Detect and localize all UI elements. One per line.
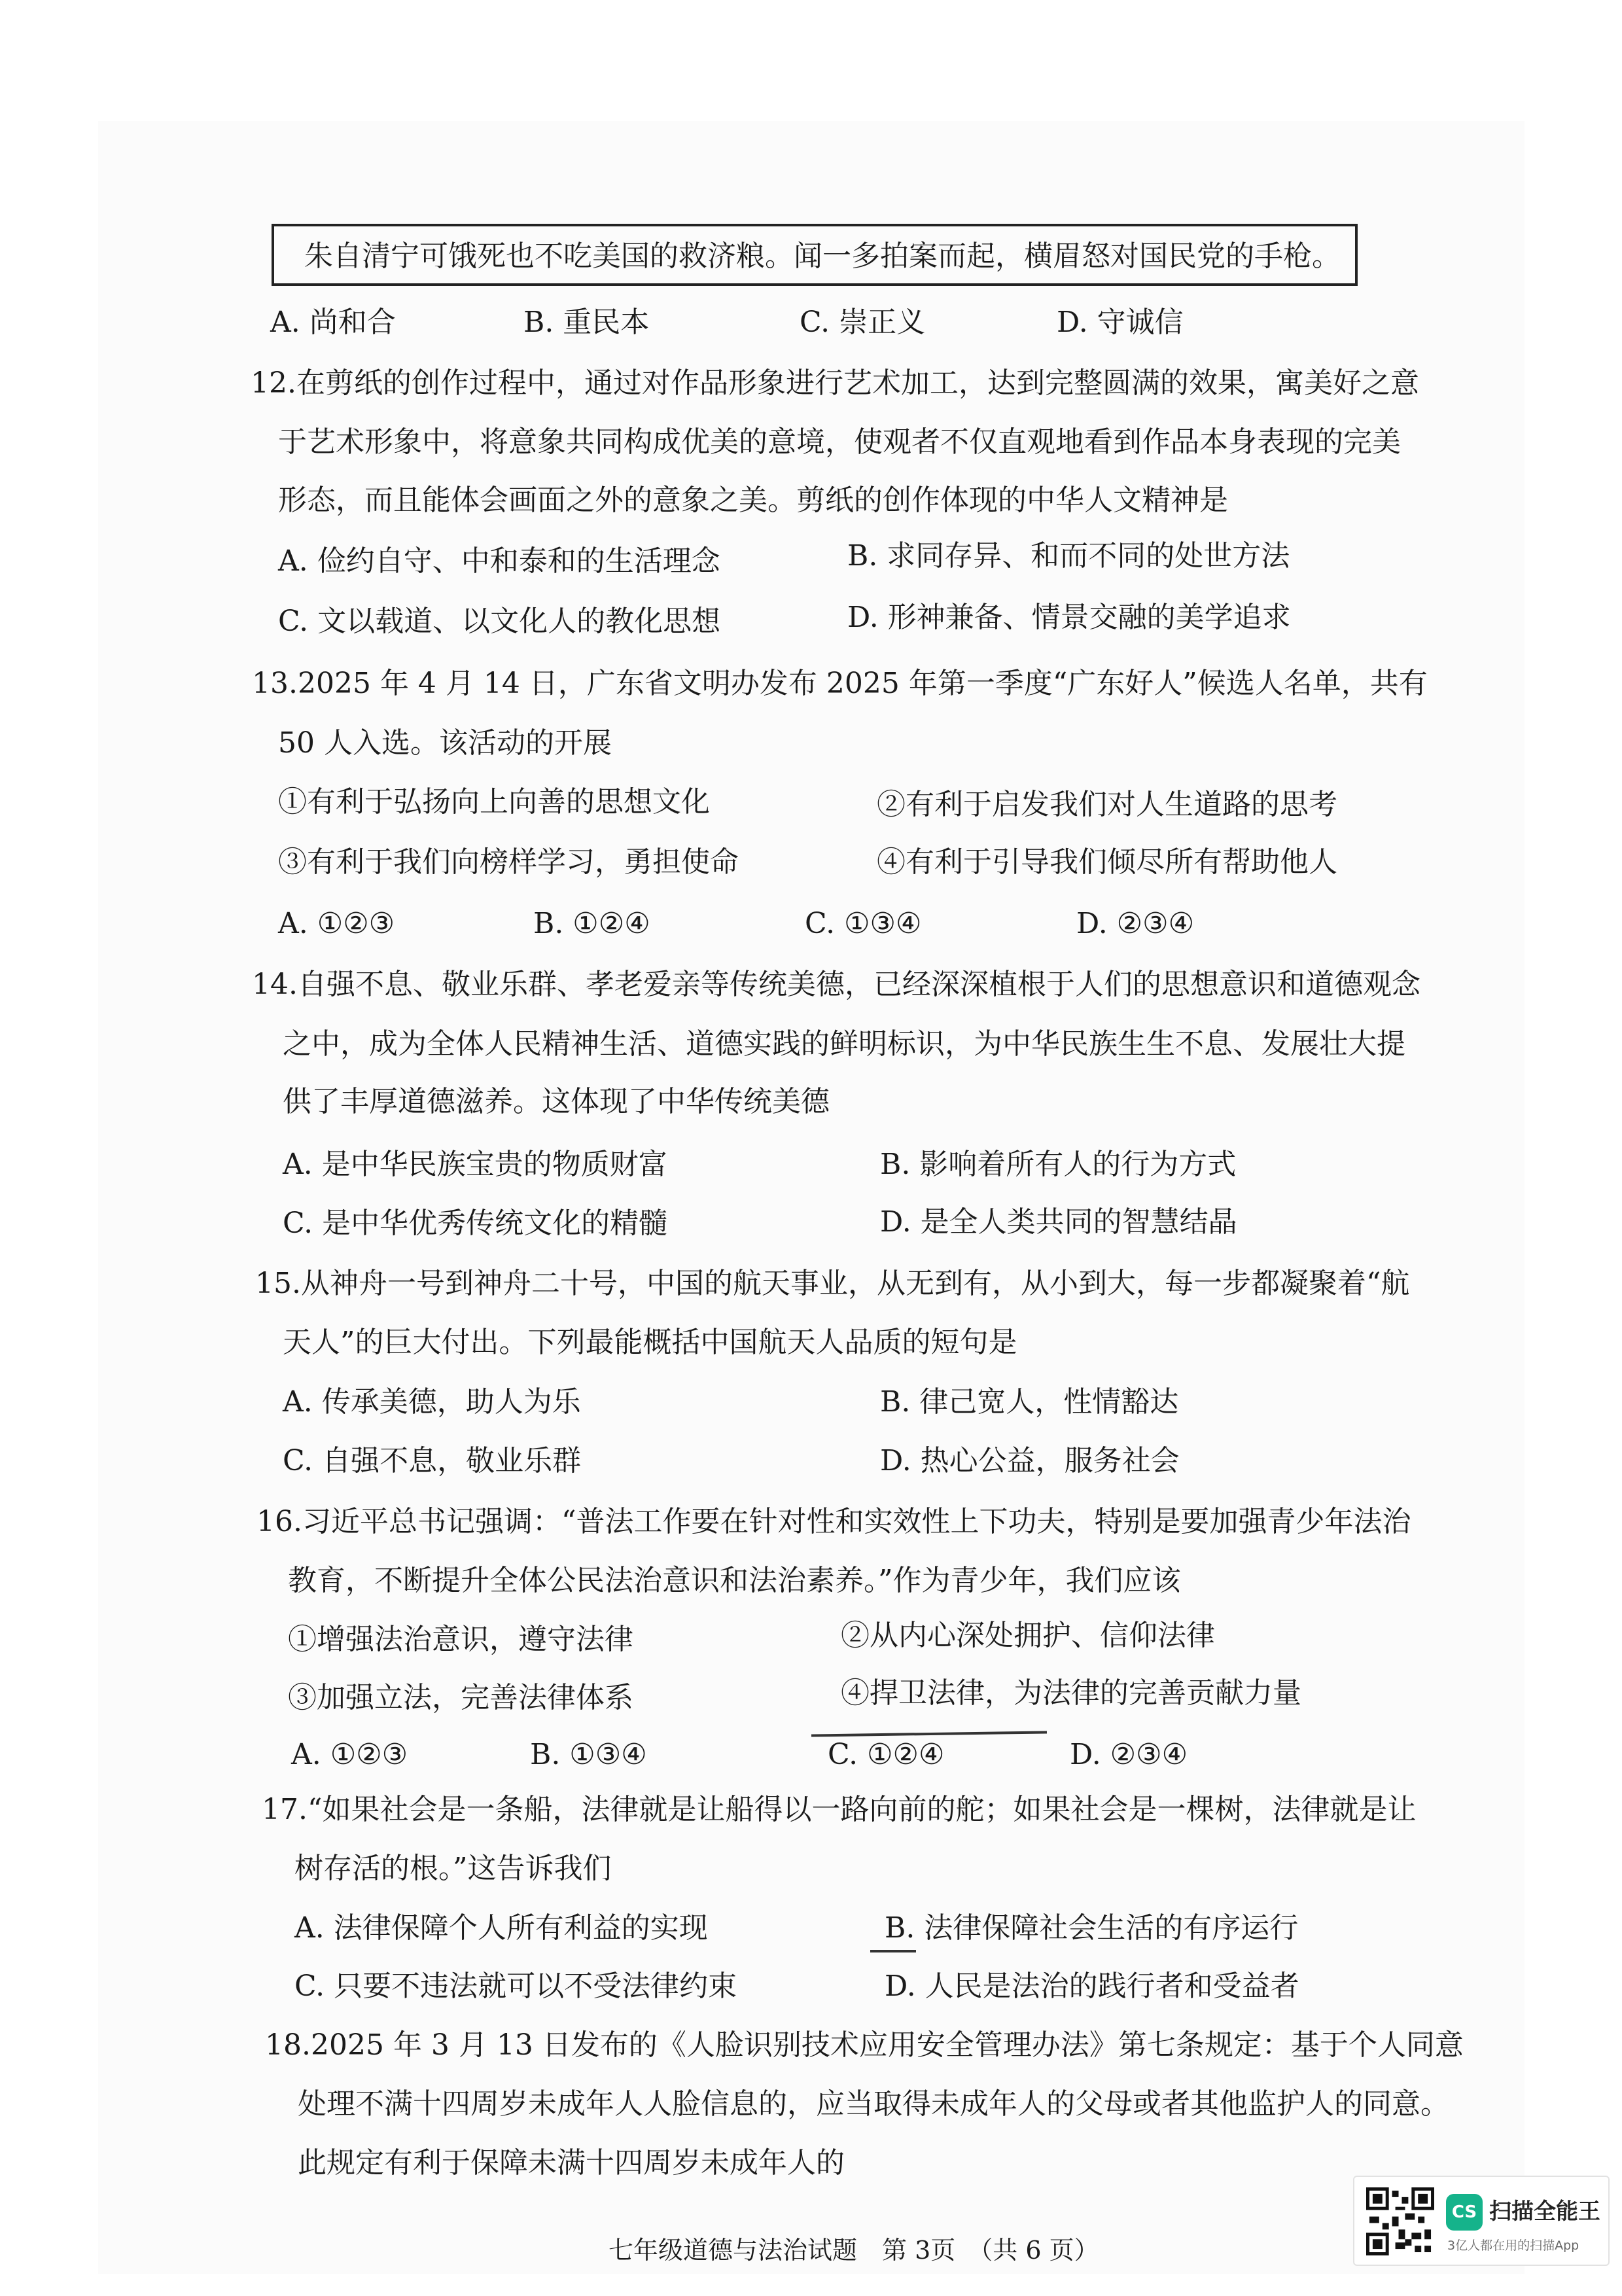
q13-option-d: D. ②③④: [1076, 907, 1195, 940]
q15-stem-line-2: 天人”的巨大付出。下列最能概括中国航天人品质的短句是: [283, 1326, 1017, 1359]
q16-statement-4: ④捍卫法律，为法律的完善贡献力量: [841, 1676, 1301, 1710]
q11-option-a: A. 尚和合: [270, 306, 396, 339]
q15-stem-line-1: 15.从神舟一号到神舟二十号，中国的航天事业，从无到有，从小到大，每一步都凝聚着“航: [255, 1267, 1410, 1300]
q16-stem-line-2: 教育，不断提升全体公民法治意识和法治素养。”作为青少年，我们应该: [288, 1564, 1181, 1597]
q13-statement-1: ①有利于弘扬向上向善的思想文化: [278, 785, 710, 819]
q14-stem-line-3: 供了丰厚道德滋养。这体现了中华传统美德: [283, 1085, 830, 1118]
q14-option-b: B. 影响着所有人的行为方式: [880, 1148, 1237, 1181]
q18-stem-line-3: 此规定有利于保障未满十四周岁未成年人的: [298, 2146, 845, 2180]
q13-stem-line-1: 13.2025 年 4 月 14 日，广东省文明办发布 2025 年第一季度“广东好人”候选人名单，共有: [252, 667, 1428, 700]
q17-option-a: A. 法律保障个人所有利益的实现: [294, 1911, 708, 1945]
q12-stem-line-3: 形态，而且能体会画面之外的意象之美。剪纸的创作体现的中华人文精神是: [278, 484, 1228, 517]
q17-stem-line-2: 树存活的根。”这告诉我们: [294, 1852, 612, 1885]
scanner-app-name: 扫描全能王: [1489, 2199, 1600, 2225]
q12-stem-line-2: 于艺术形象中，将意象共同构成优美的意境，使观者不仅直观地看到作品本身表现的完美: [278, 425, 1401, 459]
q13-option-b: B. ①②④: [533, 907, 650, 940]
q13-option-c: C. ①③④: [805, 907, 922, 940]
q16-statement-3: ③加强立法，完善法律体系: [288, 1681, 633, 1714]
quote-text: 朱自清宁可饿死也不吃美国的救济粮。闻一多拍案而起，横眉怒对国民党的手枪。: [304, 239, 1341, 273]
q15-option-b: B. 律己宽人，性情豁达: [880, 1385, 1179, 1419]
q12-stem-line-1: 12.在剪纸的创作过程中，通过对作品形象进行艺术加工，达到完整圆满的效果，寓美好之意: [251, 366, 1419, 400]
qr-code-icon: [1366, 2187, 1434, 2255]
q16-option-b: B. ①③④: [530, 1738, 647, 1771]
q16-statement-2: ②从内心深处拥护、信仰法律: [841, 1619, 1215, 1652]
q17-option-c: C. 只要不违法就可以不受法律约束: [294, 1969, 737, 2003]
q14-option-c: C. 是中华优秀传统文化的精髓: [283, 1207, 668, 1240]
q15-option-a: A. 传承美德，助人为乐: [283, 1385, 581, 1419]
q14-option-d: D. 是全人类共同的智慧结晶: [880, 1205, 1237, 1239]
page-footer: 七年级道德与法治试题 第 3页 （共 6 页）: [608, 2236, 1099, 2265]
camscanner-logo-icon: CS: [1446, 2194, 1483, 2231]
q14-stem-line-1: 14.自强不息、敬业乐群、孝老爱亲等传统美德，已经深深植根于人们的思想意识和道德观念: [252, 968, 1420, 1001]
q13-statement-3: ③有利于我们向榜样学习，勇担使命: [278, 845, 739, 879]
q16-option-d: D. ②③④: [1070, 1738, 1188, 1771]
q15-option-c: C. 自强不息，敬业乐群: [283, 1444, 582, 1477]
underline-mark: [870, 1950, 916, 1952]
q12-option-b: B. 求同存异、和而不同的处世方法: [847, 539, 1290, 573]
q18-stem-line-2: 处理不满十四周岁未成年人人脸信息的，应当取得未成年人的父母或者其他监护人的同意。: [298, 2087, 1449, 2121]
quote-box: [272, 224, 1358, 286]
q16-stem-line-1: 16.习近平总书记强调：“普法工作要在针对性和实效性上下功夫，特别是要加强青少年法治: [256, 1505, 1411, 1538]
q17-stem-line-1: 17.“如果社会是一条船，法律就是让船得以一路向前的舵；如果社会是一棵树，法律就是让: [262, 1793, 1417, 1826]
q13-statement-2: ②有利于启发我们对人生道路的思考: [877, 788, 1337, 821]
q17-option-d: D. 人民是法治的践行者和受益者: [885, 1969, 1299, 2003]
q16-statement-1: ①增强法治意识，遵守法律: [288, 1623, 633, 1656]
q17-option-b: B. 法律保障社会生活的有序运行: [885, 1911, 1299, 1945]
q12-option-d: D. 形神兼备、情景交融的美学追求: [847, 601, 1291, 634]
q12-option-a: A. 俭约自守、中和泰和的生活理念: [278, 544, 720, 578]
q13-stem-line-2: 50 人入选。该活动的开展: [278, 726, 612, 760]
q15-option-d: D. 热心公益，服务社会: [880, 1444, 1180, 1477]
q11-option-b: B. 重民本: [523, 306, 650, 339]
q16-option-a: A. ①②③: [291, 1738, 408, 1771]
q13-statement-4: ④有利于引导我们倾尽所有帮助他人: [877, 845, 1337, 879]
q14-option-a: A. 是中华民族宝贵的物质财富: [283, 1148, 667, 1181]
q18-stem-line-1: 18.2025 年 3 月 13 日发布的《人脸识别技术应用安全管理办法》第七条规定：基于个人同意: [265, 2028, 1464, 2062]
q13-option-a: A. ①②③: [278, 907, 395, 940]
q14-stem-line-2: 之中，成为全体人民精神生活、道德实践的鲜明标识，为中华民族生生不息、发展壮大提: [283, 1027, 1405, 1061]
scanner-tagline: 3亿人都在用的扫描App: [1447, 2238, 1579, 2253]
q11-option-d: D. 守诚信: [1057, 306, 1184, 339]
q12-option-c: C. 文以载道、以文化人的教化思想: [278, 605, 721, 638]
q11-option-c: C. 崇正义: [800, 306, 926, 339]
q16-option-c: C. ①②④: [828, 1738, 945, 1771]
scanner-badge: [1353, 2176, 1610, 2266]
